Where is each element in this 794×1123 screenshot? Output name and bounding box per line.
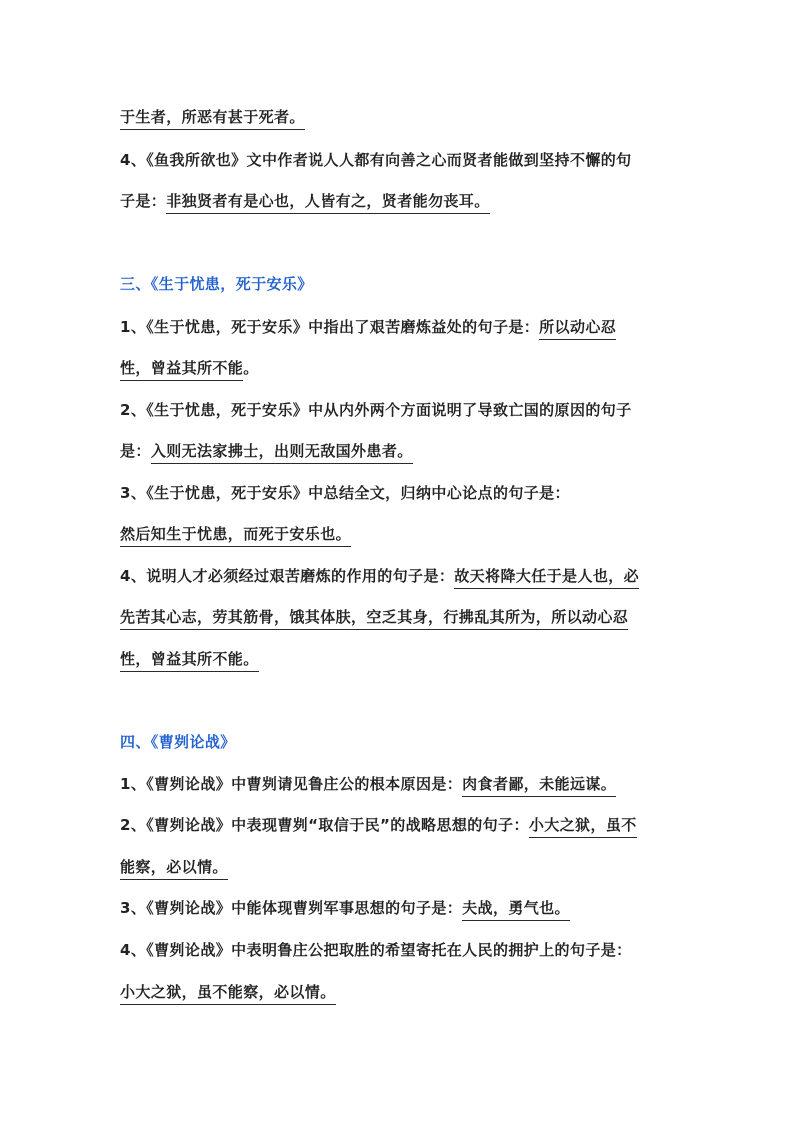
s4-q3-line1 xyxy=(120,898,570,918)
s4-q4-line1: 4、《曹刿论战》中表明鲁庄公把取胜的希望寄托在人民的拥护上的句子是： xyxy=(120,941,632,959)
section-heading-3: 三、《生于忧患，死于安乐》 xyxy=(120,275,313,293)
question-prefix: 是： xyxy=(120,442,151,460)
answer-text: 先苦其心志，劳其筋骨，饿其体肤，空乏其身，行拂乱其所为，所以动心忍 xyxy=(120,608,628,630)
s3-q2-line2 xyxy=(120,441,413,461)
s2-q4-line1: 4、《鱼我所欲也》文中作者说人人都有向善之心而贤者能做到坚持不懈的句 xyxy=(120,151,632,169)
s3-q4-line3 xyxy=(120,649,259,669)
s4-q1-line1 xyxy=(120,774,616,794)
punctuation: 。 xyxy=(243,359,259,377)
answer-text: 非独贤者有是心也，人皆有之，贤者能勿丧耳。 xyxy=(166,192,489,214)
section-heading-4: 四、《曹刿论战》 xyxy=(120,733,236,751)
answer-text: 故天将降大任于是人也，必 xyxy=(454,567,639,589)
answer-text: 小大之狱，虽不 xyxy=(529,816,637,838)
s3-q2-line1: 2、《生于忧患，死于安乐》中从内外两个方面说明了导致亡国的原因的句子 xyxy=(120,401,632,419)
answer-text: 于生者，所恶有甚于死者。 xyxy=(120,108,305,130)
s3-q4-line1 xyxy=(120,566,639,586)
s4-q2-line1 xyxy=(120,815,637,835)
question-prefix: 2、《曹刿论战》中表现曹刿“取信于民”的战略思想的句子： xyxy=(120,816,529,834)
question-prefix: 3、《曹刿论战》中能体现曹刿军事思想的句子是： xyxy=(120,899,463,917)
answer-text: 夫战，勇气也。 xyxy=(462,899,570,921)
s2-line1 xyxy=(120,107,305,127)
answer-text: 所以动心忍 xyxy=(539,318,616,340)
s4-q2-line2 xyxy=(120,857,228,877)
s3-q1-line1 xyxy=(120,317,616,337)
answer-text: 性，曾益其所不能 xyxy=(120,359,243,381)
answer-text: 肉食者鄙，未能远谋。 xyxy=(462,775,616,797)
answer-text: 小大之狱，虽不能察，必以情。 xyxy=(120,983,336,1005)
s2-q4-line2 xyxy=(120,191,490,211)
s3-q4-line2 xyxy=(120,607,628,627)
question-prefix: 1、《曹刿论战》中曹刿请见鲁庄公的根本原因是： xyxy=(120,775,463,793)
answer-text: 入则无法家拂士，出则无敌国外患者。 xyxy=(151,442,413,464)
question-prefix: 1、《生于忧患，死于安乐》中指出了艰苦磨炼益处的句子是： xyxy=(120,318,540,336)
s4-q4-line2 xyxy=(120,982,336,1002)
answer-text: 性，曾益其所不能。 xyxy=(120,650,259,672)
answer-text: 能察，必以情。 xyxy=(120,858,228,880)
question-prefix: 子是： xyxy=(120,192,167,210)
s3-q1-line2 xyxy=(120,358,259,378)
s3-q3-line2 xyxy=(120,524,351,544)
s3-q3-line1: 3、《生于忧患，死于安乐》中总结全文，归纳中心论点的句子是： xyxy=(120,484,570,502)
answer-text: 然后知生于忧患，而死于安乐也。 xyxy=(120,525,351,547)
question-prefix: 4、说明人才必须经过艰苦磨炼的作用的句子是： xyxy=(120,567,455,585)
